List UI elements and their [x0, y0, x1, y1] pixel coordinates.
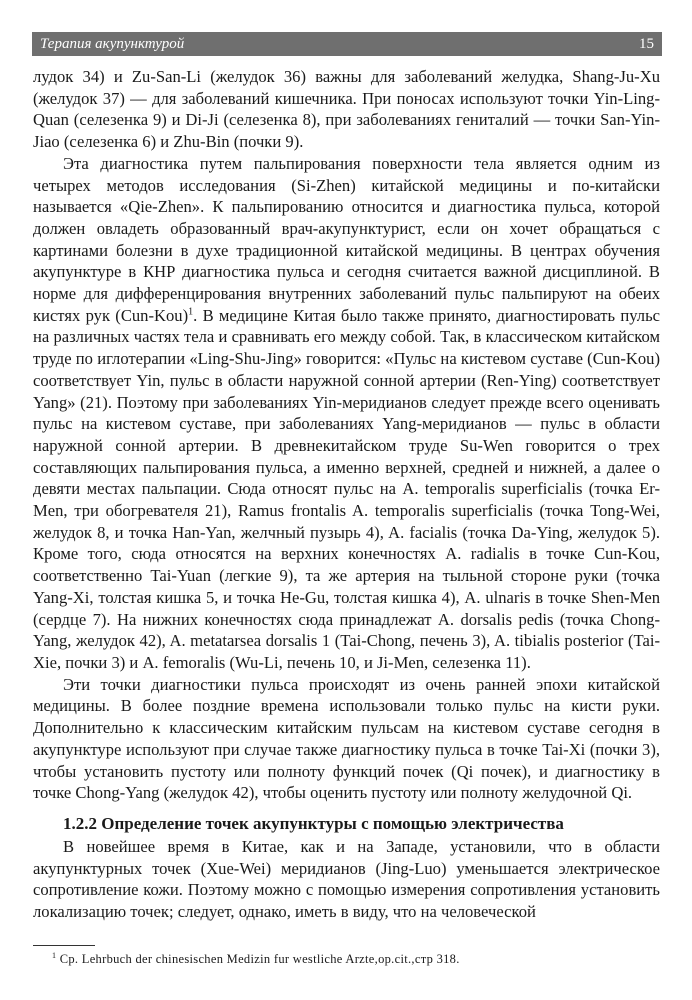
footnote: [52, 948, 652, 967]
running-header: [32, 32, 662, 56]
page-body: [33, 66, 660, 923]
footnote-mark: 1: [52, 951, 57, 960]
paragraph: лудок 34) и Zu-San-Li (желудок 36) важны для заболеваний желудка, Shang-Ju-Xu (желудок 37) — для заболеваний кишечника. При поносах используют точки Yin-Ling-Quan (селезенка 9) и Di-Ji (селезенка 8), при заболеваниях гениталий — точки San-Yin-Jiao (селезенка 6) и Zhu-Bin (почки 9).: [33, 67, 660, 152]
paragraph-text: Эта диагностика путем пальпирования поверхности тела является одним из четырех методов исследования (Si-Zhen) китайской медицины и по-китайски называется «Qie-Zhen». К пальпированию относится и диагностика пульса, которой должен овладеть образованный врач-акупунктурист, если он хочет обращаться с картинами болезни в духе традиционной китайской медицины. В центрах обучения акупунктуре в КНР диагностика пульса и сегодня считается важной дисциплиной. В норме для дифференцирования внутренних заболеваний пульс пальпируют на обеих кистях рук (Cun-Kou): [33, 153, 660, 325]
paragraph-text: . В медицине Китая было также принято, диагностировать пульс на различных частях тела и сравнивать его между собой. Так, в классическом китайском труде по иглотерапии «Ling-Shu-Jing» говорится: «Пульс на кистевом суставе (Cun-Kou) соответствует Yin, пульс в области наружной сонной артерии (Ren-Ying) соответствует Yang» (21). Поэтому при заболеваниях Yin-меридианов следует прежде всего оценивать пульс на кистевом суставе, при заболеваниях Yang-меридианов — пульс в области наружной сонной артерии. В древнекитайском труде Su-Wen говорится о трех составляющих пальпирования пульса, а именно верхней, средней и нижней, а далее о девяти местах пальпации. Сюда относят пульс на A. temporalis superficialis (точка Er-Men, три обогревателя 21), Ramus frontalis A. temporalis superficialis (точка Tong-Wei, желудок 8, и точка Han-Yan, желчный пузырь 4), A. facialis (точка Da-Ying, желудок 5). Кроме того, сюда относятся на верхних конечностях A. radialis в точке Cun-Kou, соответственно Tai-Yuan (легкие 9), та же артерия на тыльной стороне руки (точка Yang-Xi, толстая кишка 5, и точка He-Gu, толстая кишка 4), A. ulnaris в точке Shen-Men (сердце 7). На нижних конечностях сюда принадлежат A. dorsalis pedis (точка Chong-Yang, желудок 42), A. metatarsea dorsalis 1 (Tai-Chong, печень 3), A. tibialis posterior (Tai-Xie, почки 3) и A. femoralis (Wu-Li, печень 10, и Ji-Men, селезенка 11).: [33, 305, 660, 672]
running-title: Терапия акупунктурой: [40, 35, 185, 52]
paragraph: Эти точки диагностики пульса происходят из очень ранней эпохи китайской медицины. В более поздние времена использовали только пульс на кисти руки. Дополнительно к классическим китайским пульсам на кистевом суставе сегодня в акупунктуре используют при случае также диагностику пульса в точке Tai-Xi (почки 3), чтобы установить пустоту или полноту функций почек (Qi почек), и диагностику в точке Chong-Yang (желудок 42), чтобы оценить пустоту или полноту желудочной Qi.: [33, 674, 660, 803]
footnote-reference: 1: [188, 306, 194, 318]
paragraph: [33, 153, 660, 674]
footnote-text: Ср. Lehrbuch der chinesischen Medizin fur westliche Arzte,op.cit.,стр 318.: [56, 952, 460, 967]
paragraph: В новейшее время в Китае, как и на Западе, установили, что в области акупунктурных точек (Xue-Wei) меридианов (Jing-Luo) уменьшается электрическое сопротивление кожи. Поэтому можно с помощью измерения сопротивления установить локализацию точек; следует, однако, иметь в виду, что на человеческой: [33, 836, 660, 922]
footnote-divider: [33, 945, 95, 946]
page-number: 15: [639, 35, 654, 52]
section-heading: 1.2.2 Определение точек акупунктуры с помощью электричества: [63, 813, 564, 833]
